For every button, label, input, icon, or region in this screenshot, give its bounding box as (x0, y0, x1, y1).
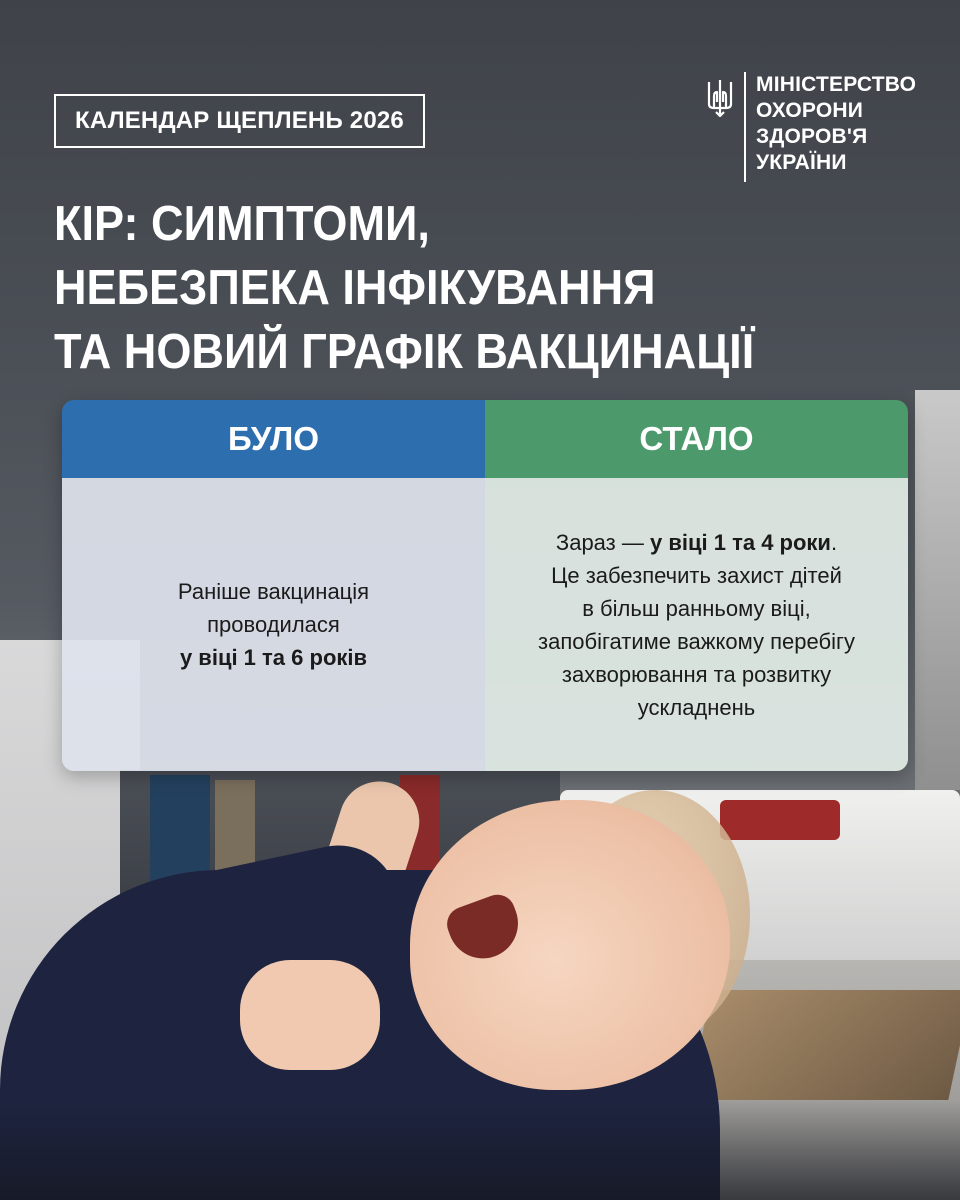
after-text: ускладнень (637, 694, 756, 720)
after-text: захворювання та розвитку (561, 661, 832, 687)
calendar-tag: КАЛЕНДАР ЩЕПЛЕНЬ 2026 (54, 94, 425, 148)
ministry-logo (706, 72, 916, 182)
before-ages: у віці 1 та 6 років (179, 645, 368, 670)
child-hand (240, 960, 380, 1070)
background-red-object (720, 800, 840, 840)
after-ages: у віці 1 та 4 роки (649, 529, 831, 555)
ministry-name-line: МІНІСТЕРСТВО (756, 73, 917, 96)
after-body (485, 478, 908, 771)
after-text: Це забезпечить захист дітей (551, 562, 842, 588)
after-text: запобігатиме важкому перебігу (538, 628, 855, 654)
ministry-name-line: УКРАЇНИ (756, 151, 847, 174)
after-column (485, 400, 908, 771)
before-text: проводилася (207, 612, 340, 637)
ministry-name-line: ОХОРОНИ (756, 99, 864, 122)
title-line: КІР: СИМПТОМИ, (54, 197, 430, 251)
after-text: . (830, 529, 838, 555)
title-line: НЕБЕЗПЕКА ІНФІКУВАННЯ (54, 261, 656, 315)
trident-icon (706, 78, 734, 118)
before-header: БУЛО (62, 400, 485, 478)
title-line: ТА НОВИЙ ГРАФІК ВАКЦИНАЦІЇ (54, 325, 755, 379)
before-body (62, 478, 485, 771)
background-mat (688, 990, 960, 1100)
before-text: Раніше вакцинація (177, 579, 370, 604)
ministry-name (756, 72, 916, 176)
comparison-card (62, 400, 908, 771)
ministry-name-line: ЗДОРОВ'Я (756, 125, 868, 148)
before-column (62, 400, 485, 771)
after-text: Зараз — (555, 529, 650, 555)
after-header: СТАЛО (485, 400, 908, 478)
page-title (54, 192, 815, 384)
after-text: в більш ранньому віці, (582, 595, 811, 621)
background-rack (915, 390, 960, 790)
logo-divider (744, 72, 746, 182)
bottom-shade (0, 1100, 960, 1200)
